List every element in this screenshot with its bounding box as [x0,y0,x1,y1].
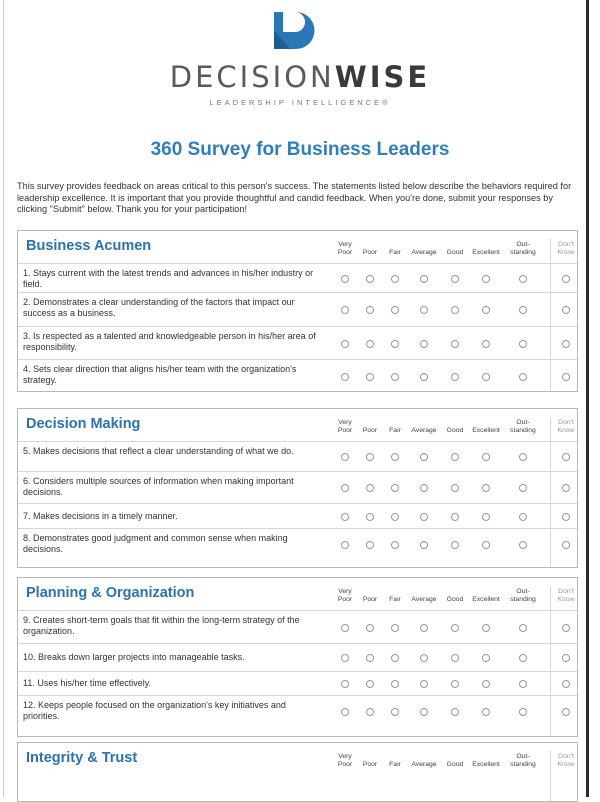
rating-radio-2[interactable] [366,306,374,314]
rating-radio-8[interactable] [562,624,570,632]
rating-radio-5[interactable] [451,484,459,492]
rating-radio-7[interactable] [519,453,527,461]
rating-radio-1[interactable] [341,708,349,716]
survey-item-row [18,359,577,392]
rating-radio-6[interactable] [482,708,490,716]
rating-radio-3[interactable] [391,306,399,314]
rating-radio-4[interactable] [420,624,428,632]
survey-section [17,742,578,802]
scale-label: Excellent [472,427,500,434]
rating-radio-4[interactable] [420,340,428,348]
scale-label: Very Poor [337,419,353,434]
brand-name-part2: WISE [334,60,431,94]
rating-radio-7[interactable] [519,541,527,549]
rating-radio-2[interactable] [366,275,374,283]
rating-radio-3[interactable] [391,624,399,632]
survey-item-row [18,695,577,726]
rating-radio-1[interactable] [341,680,349,688]
rating-radio-4[interactable] [420,513,428,521]
rating-radio-7[interactable] [519,624,527,632]
rating-radio-6[interactable] [482,654,490,662]
rating-radio-7[interactable] [519,340,527,348]
rating-radio-7[interactable] [519,680,527,688]
rating-radio-4[interactable] [420,680,428,688]
rating-radio-1[interactable] [341,306,349,314]
rating-radio-5[interactable] [451,680,459,688]
rating-radio-1[interactable] [341,340,349,348]
rating-radio-6[interactable] [482,306,490,314]
scale-label: Excellent [472,761,500,768]
rating-radio-4[interactable] [420,275,428,283]
rating-radio-6[interactable] [482,624,490,632]
scale-label: Average [411,427,437,434]
rating-radio-3[interactable] [391,708,399,716]
scale-label: Out-standing [510,419,536,434]
scale-label: Don't Know [557,588,575,603]
survey-item-text: 4. Sets clear direction that aligns his/her team with the organization's strategy. [23,364,297,385]
rating-radio-7[interactable] [519,306,527,314]
rating-radio-5[interactable] [451,275,459,283]
brand-name-part1: DECISION [169,60,335,94]
scale-label: Don't Know [557,419,575,434]
scale-label: Good [446,427,464,434]
rating-radio-1[interactable] [341,513,349,521]
rating-radio-3[interactable] [391,484,399,492]
rating-radio-2[interactable] [366,453,374,461]
rating-radio-6[interactable] [482,453,490,461]
survey-section [17,408,578,568]
dont-know-divider [550,751,551,801]
rating-radio-5[interactable] [451,373,459,381]
rating-radio-3[interactable] [391,541,399,549]
scale-label: Poor [362,761,378,768]
scale-label: Average [411,596,437,603]
scale-label: Very Poor [337,588,353,603]
rating-radio-1[interactable] [341,484,349,492]
survey-item-row [18,643,577,671]
rating-radio-4[interactable] [420,453,428,461]
rating-radio-7[interactable] [519,373,527,381]
scale-label: Very Poor [337,753,353,768]
rating-radio-8[interactable] [562,541,570,549]
rating-radio-7[interactable] [519,484,527,492]
scale-label: Fair [389,596,401,603]
rating-radio-2[interactable] [366,680,374,688]
section-title: Integrity & Trust [26,750,138,766]
rating-radio-4[interactable] [420,484,428,492]
rating-radio-3[interactable] [391,654,399,662]
rating-radio-7[interactable] [519,708,527,716]
rating-radio-6[interactable] [482,541,490,549]
rating-radio-5[interactable] [451,453,459,461]
rating-radio-1[interactable] [341,373,349,381]
rating-radio-8[interactable] [562,340,570,348]
rating-radio-5[interactable] [451,541,459,549]
rating-radio-4[interactable] [420,306,428,314]
scale-label: Average [411,249,437,256]
rating-radio-3[interactable] [391,373,399,381]
scale-label: Poor [362,596,378,603]
rating-radio-1[interactable] [341,453,349,461]
scale-label: Out-standing [510,588,536,603]
rating-radio-7[interactable] [519,275,527,283]
rating-radio-5[interactable] [451,654,459,662]
rating-radio-1[interactable] [341,654,349,662]
scale-label: Excellent [472,596,500,603]
survey-item-text: 11. Uses his/her time effectively. [23,678,152,688]
scale-label: Average [411,761,437,768]
survey-item-row [18,263,577,292]
rating-radio-6[interactable] [482,275,490,283]
brand-wordmark [0,60,600,94]
brand-tagline: LEADERSHIP INTELLIGENCE® [209,98,391,107]
rating-radio-8[interactable] [562,373,570,381]
scale-label: Excellent [472,249,500,256]
scale-label: Very Poor [337,241,353,256]
rating-radio-4[interactable] [420,654,428,662]
survey-item-text: 9. Creates short-term goals that fit within the long-term strategy of the organization. [23,615,300,636]
rating-radio-8[interactable] [562,306,570,314]
rating-radio-4[interactable] [420,373,428,381]
survey-title: 360 Survey for Business Leaders [150,139,450,160]
rating-radio-3[interactable] [391,453,399,461]
rating-radio-8[interactable] [562,513,570,521]
survey-item-text: 8. Demonstrates good judgment and common sense when making decisions. [23,533,288,554]
rating-radio-3[interactable] [391,680,399,688]
rating-radio-8[interactable] [562,484,570,492]
scale-label: Fair [389,761,401,768]
rating-radio-3[interactable] [391,513,399,521]
survey-item-text: 6. Considers multiple sources of information when making important decisions. [23,476,294,497]
survey-item-row [18,610,577,643]
section-title: Decision Making [26,416,141,432]
rating-radio-3[interactable] [391,275,399,283]
rating-radio-3[interactable] [391,340,399,348]
rating-radio-4[interactable] [420,541,428,549]
rating-radio-6[interactable] [482,513,490,521]
rating-radio-6[interactable] [482,484,490,492]
rating-radio-2[interactable] [366,373,374,381]
scale-label: Out-standing [510,241,536,256]
rating-radio-8[interactable] [562,453,570,461]
survey-item-text: 10. Breaks down larger projects into manageable tasks. [23,652,245,662]
survey-item-text: 2. Demonstrates a clear understanding of the factors that impact our success as a business. [23,297,295,318]
rating-radio-2[interactable] [366,654,374,662]
scale-label: Fair [389,427,401,434]
survey-item-row [18,441,577,471]
rating-radio-4[interactable] [420,708,428,716]
survey-item-row [18,528,577,560]
rating-radio-2[interactable] [366,708,374,716]
survey-item-row [18,671,577,695]
survey-item-text: 12. Keeps people focused on the organization's key initiatives and priorities. [23,700,286,721]
rating-radio-2[interactable] [366,624,374,632]
rating-radio-8[interactable] [562,708,570,716]
survey-item-row [18,326,577,359]
scale-label: Good [446,249,464,256]
rating-radio-7[interactable] [519,654,527,662]
survey-item-text: 7. Makes decisions in a timely manner. [23,510,178,521]
rating-radio-5[interactable] [451,340,459,348]
survey-item-row [18,471,577,503]
survey-section [17,230,578,392]
survey-item-text: 3. Is respected as a talented and knowledgeable person in his/her area of responsibility. [23,331,316,352]
scale-label: Don't Know [557,241,575,256]
rating-radio-5[interactable] [451,708,459,716]
scale-label: Good [446,596,464,603]
rating-radio-7[interactable] [519,513,527,521]
rating-radio-8[interactable] [562,275,570,283]
survey-item-row [18,503,577,528]
survey-item-text: 1. Stays current with the latest trends and advances in his/her industry or field. [23,268,314,289]
rating-radio-6[interactable] [482,373,490,381]
rating-radio-2[interactable] [366,484,374,492]
rating-radio-5[interactable] [451,513,459,521]
rating-radio-2[interactable] [366,340,374,348]
rating-radio-8[interactable] [562,680,570,688]
section-title: Planning & Organization [26,585,195,601]
rating-radio-2[interactable] [366,513,374,521]
scale-label: Fair [389,249,401,256]
rating-radio-1[interactable] [341,541,349,549]
rating-radio-1[interactable] [341,275,349,283]
section-title: Business Acumen [26,238,152,254]
rating-radio-8[interactable] [562,654,570,662]
rating-radio-6[interactable] [482,340,490,348]
rating-radio-5[interactable] [451,306,459,314]
scale-label: Poor [362,249,378,256]
scale-label: Poor [362,427,378,434]
rating-radio-1[interactable] [341,624,349,632]
rating-radio-6[interactable] [482,680,490,688]
survey-intro: This survey provides feedback on areas critical to this person's success. The statements listed below describe the behaviors required for leadership excellence. It is important that you provide thoughtful and candid feedback. When you're done, submit your responses by clicking "Submit" below. Thank you for your participation! [17,181,572,215]
scale-label: Out-standing [510,753,536,768]
scale-label: Don't Know [557,753,575,768]
rating-radio-2[interactable] [366,541,374,549]
decisionwise-logo-icon [274,12,324,49]
scale-label: Good [446,761,464,768]
survey-item-text: 5. Makes decisions that reflect a clear understanding of what we do. [23,446,294,456]
survey-item-row [18,292,577,326]
survey-section [17,577,578,737]
rating-radio-5[interactable] [451,624,459,632]
